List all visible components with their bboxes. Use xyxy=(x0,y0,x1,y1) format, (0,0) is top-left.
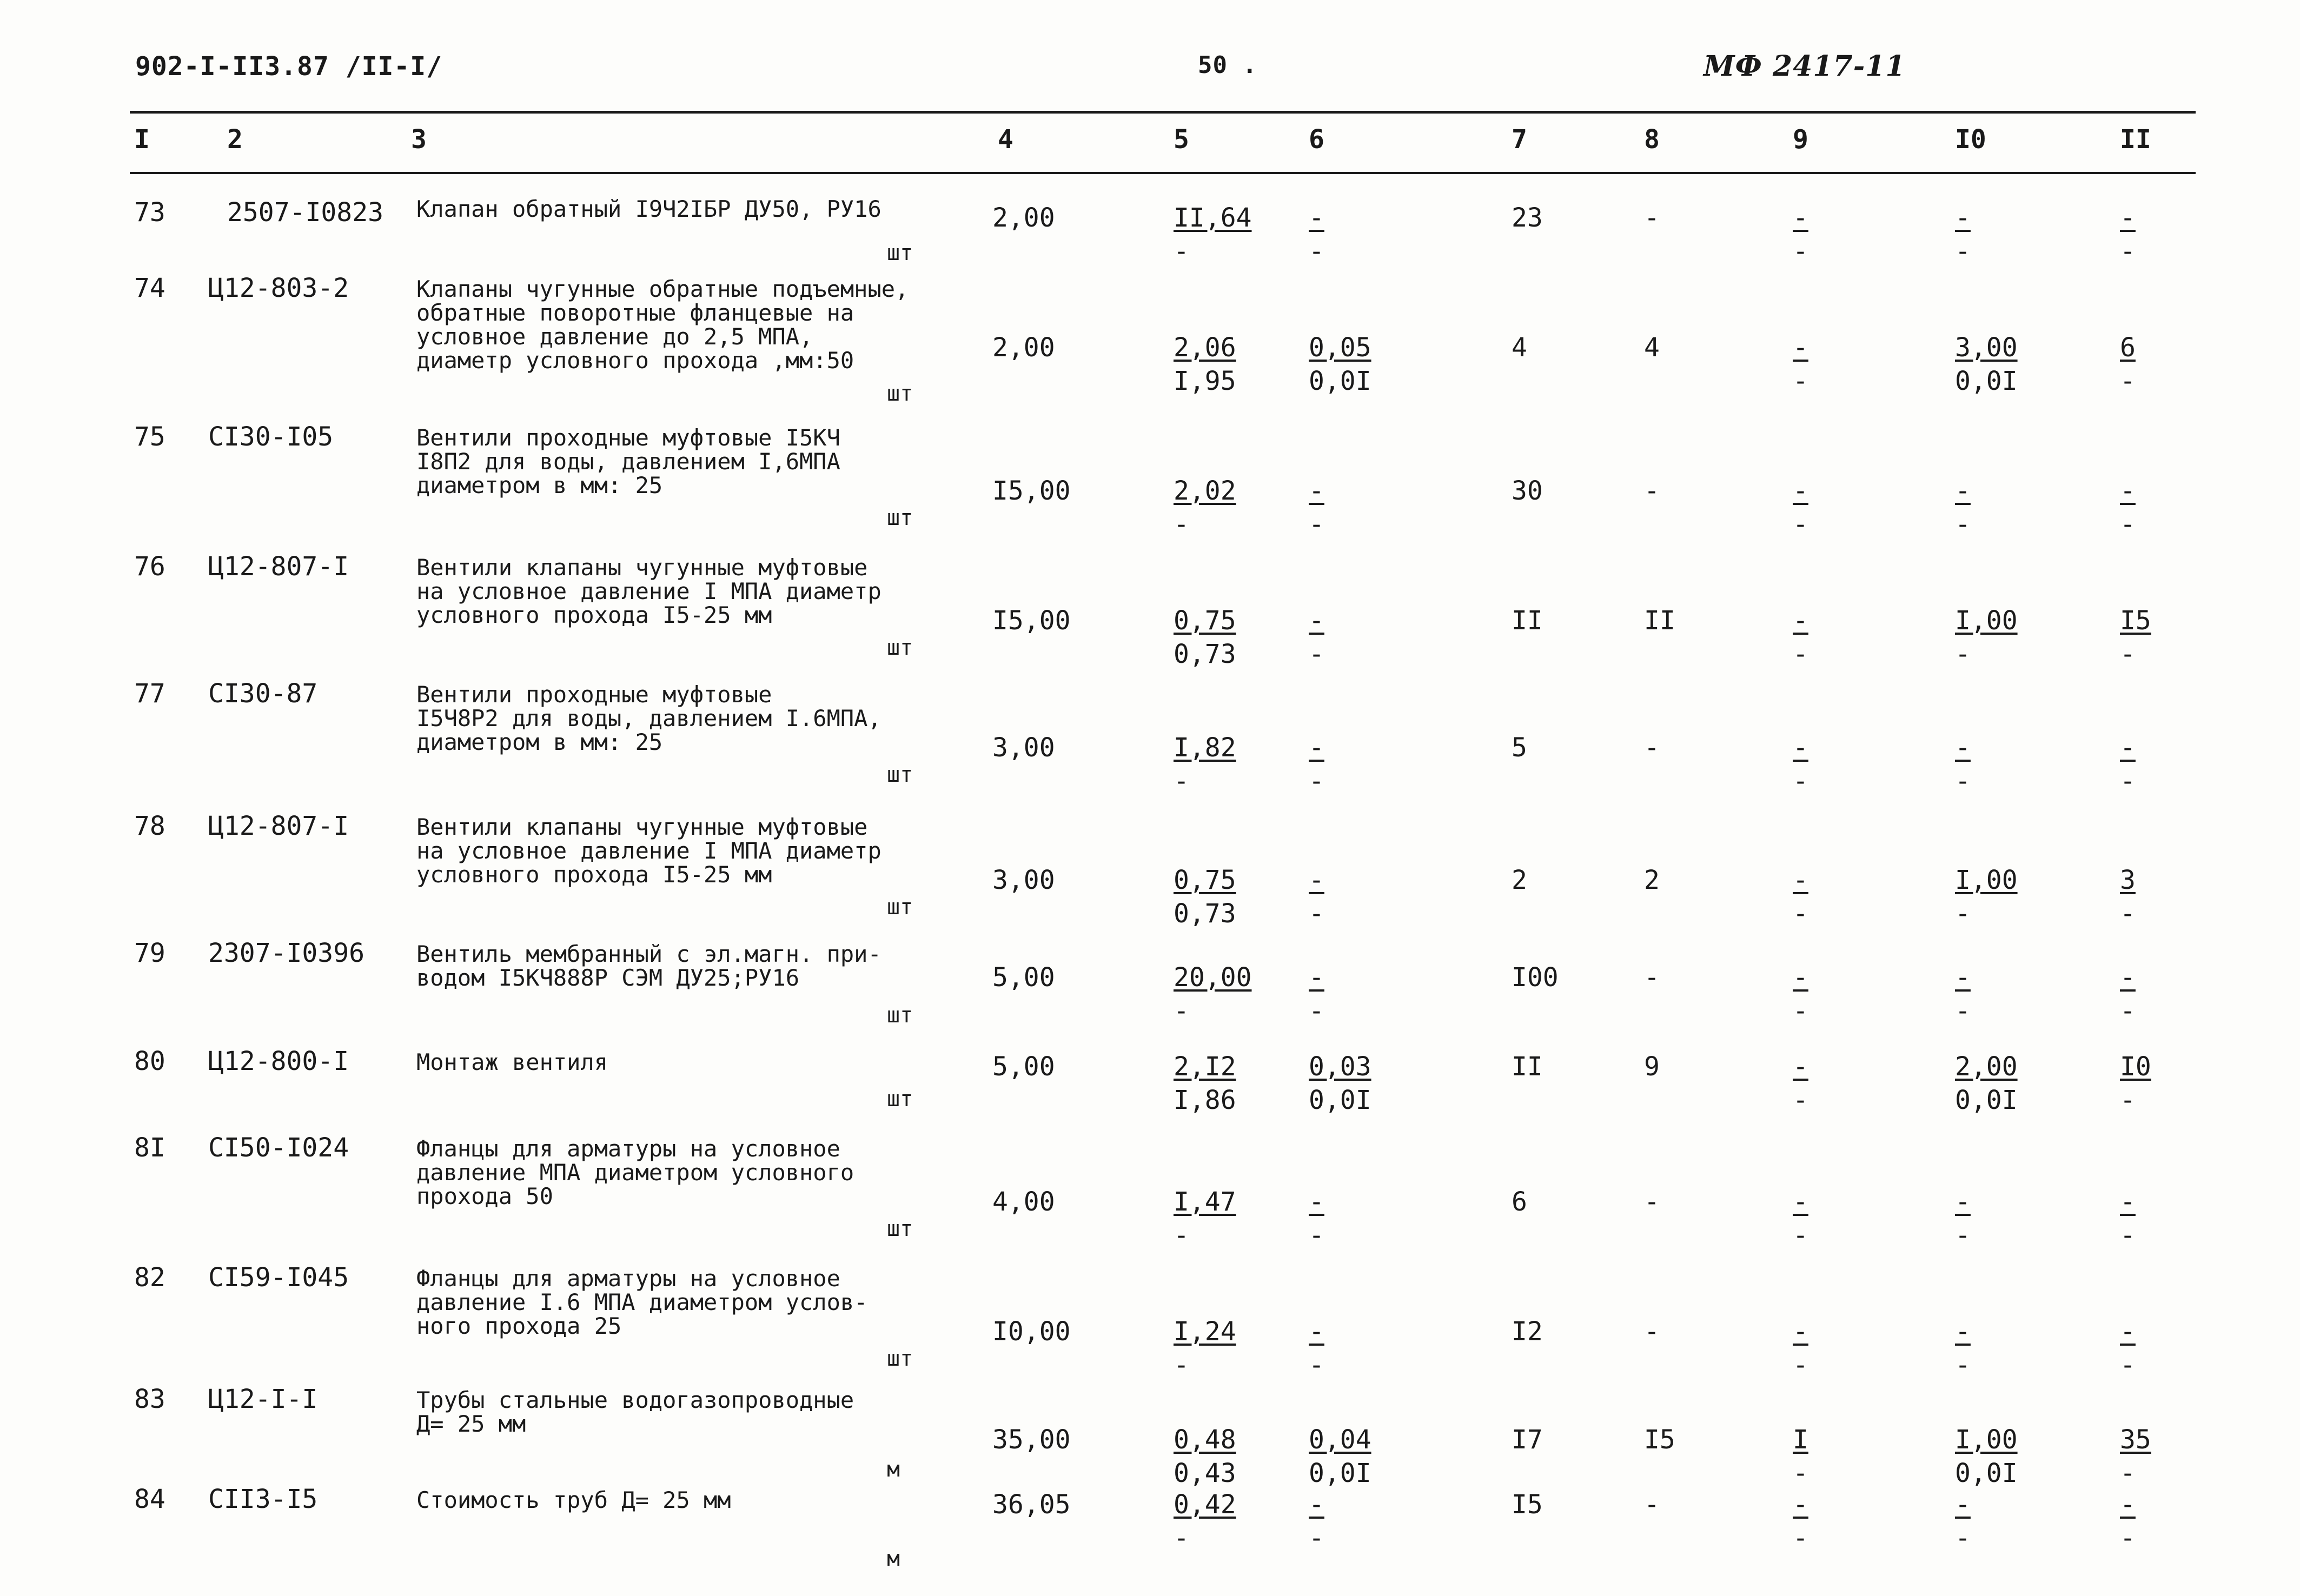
col6-value xyxy=(1309,1425,1371,1488)
col10-value-denominator: - xyxy=(1955,996,1971,1026)
col6-value-numerator: - xyxy=(1309,865,1324,895)
col10-value xyxy=(1955,865,2018,929)
col6-value xyxy=(1309,1316,1324,1380)
col5-value xyxy=(1174,1052,1236,1115)
item-description: Клапаны чугунные обратные подъемные, обратные поворотные фланцевые на условное давление до 2,5 МПА, диаметр условного прохода ,мм:50 xyxy=(416,276,909,374)
row-number: 77 xyxy=(134,679,165,709)
col9-value xyxy=(1793,865,1808,929)
col5-value xyxy=(1174,1489,1236,1553)
col5-value xyxy=(1174,606,1236,669)
col11-value-numerator: - xyxy=(2120,733,2136,763)
col5-value-numerator: 2,I2 xyxy=(1174,1052,1236,1082)
col11-value xyxy=(2120,1425,2151,1488)
unit-of-measure: м xyxy=(887,1546,900,1571)
col9-value xyxy=(1793,1425,1808,1488)
col9-value xyxy=(1793,1052,1808,1115)
col11-value-denominator: - xyxy=(2120,1350,2136,1380)
column-number-11: II xyxy=(2120,124,2151,155)
col10-value-denominator: - xyxy=(1955,639,1971,669)
col9-value-denominator: - xyxy=(1793,509,1808,540)
col11-value xyxy=(2120,962,2136,1026)
col5-value-numerator: 0,75 xyxy=(1174,606,1236,636)
col9-value-numerator: - xyxy=(1793,962,1808,993)
col10-value-denominator: - xyxy=(1955,509,1971,540)
unit-of-measure: шт xyxy=(887,1003,913,1028)
item-description: Монтаж вентиля xyxy=(416,1049,608,1075)
header-top-rule xyxy=(130,111,2196,114)
price-code: CI50-I024 xyxy=(208,1133,349,1163)
col9-value-denominator: - xyxy=(1793,366,1808,396)
col9-value xyxy=(1793,476,1808,540)
unit-of-measure: шт xyxy=(887,1346,913,1371)
col9-value-denominator: - xyxy=(1793,1523,1808,1553)
col9-value-denominator: - xyxy=(1793,766,1808,796)
column-number-1: I xyxy=(134,124,150,155)
unit-of-measure: шт xyxy=(887,506,913,530)
col6-value-denominator: - xyxy=(1309,236,1324,267)
archive-stamp: МФ 2417-11 xyxy=(1704,50,1906,83)
unit-of-measure: шт xyxy=(887,762,913,787)
col8-value: I5 xyxy=(1644,1425,1675,1455)
col9-value-denominator: - xyxy=(1793,1220,1808,1251)
col10-value-denominator: 0,0I xyxy=(1955,366,2018,396)
col10-value-numerator: 3,00 xyxy=(1955,332,2018,363)
row-number: 76 xyxy=(134,551,165,582)
item-description: Клапан обратный I9Ч2IБР ДУ50, РУ16 xyxy=(416,196,881,222)
col9-value-numerator: - xyxy=(1793,332,1808,363)
price-code: Ц12-800-I xyxy=(208,1046,349,1076)
price-code: CI30-87 xyxy=(208,679,318,709)
col10-value-numerator: - xyxy=(1955,203,1971,233)
column-number-8: 8 xyxy=(1644,124,1660,155)
col9-value-denominator: - xyxy=(1793,1458,1808,1488)
row-number: 83 xyxy=(134,1384,165,1414)
col11-value-numerator: - xyxy=(2120,203,2136,233)
item-description: Вентили клапаны чугунные муфтовые на условное давление I МПА диаметр условного прохода I5-25 мм xyxy=(416,814,881,888)
quantity: 35,00 xyxy=(992,1425,1071,1455)
col11-value xyxy=(2120,865,2136,929)
row-number: 82 xyxy=(134,1262,165,1293)
col10-value-denominator: - xyxy=(1955,1523,1971,1553)
col9-value xyxy=(1793,1489,1808,1553)
col5-value xyxy=(1174,962,1252,1026)
col11-value-numerator: I5 xyxy=(2120,606,2151,636)
col11-value-denominator: - xyxy=(2120,1085,2136,1115)
row-number: 73 xyxy=(134,197,165,228)
quantity: 2,00 xyxy=(992,203,1055,233)
col10-value-denominator: 0,0I xyxy=(1955,1458,2018,1488)
col8-value: - xyxy=(1644,1316,1660,1347)
col8-value: 2 xyxy=(1644,865,1660,895)
col7-value: 5 xyxy=(1512,733,1527,763)
item-description: Вентили проходные муфтовые I5КЧ I8П2 для воды, давлением I,6МПА диаметром в мм: 25 xyxy=(416,424,840,498)
col11-value-denominator: - xyxy=(2120,366,2136,396)
col6-value-denominator: - xyxy=(1309,1350,1324,1380)
col5-value xyxy=(1174,332,1236,396)
col11-value-denominator: - xyxy=(2120,236,2136,267)
item-description: Вентили проходные муфтовые I5Ч8Р2 для воды, давлением I.6МПА, диаметром в мм: 25 xyxy=(416,681,881,755)
col6-value-numerator: - xyxy=(1309,606,1324,636)
column-number-3: 3 xyxy=(411,124,427,155)
column-number-4: 4 xyxy=(998,124,1013,155)
col9-value-numerator: - xyxy=(1793,606,1808,636)
row-number: 84 xyxy=(134,1484,165,1514)
col11-value-numerator: - xyxy=(2120,962,2136,993)
col6-value-numerator: - xyxy=(1309,733,1324,763)
col7-value: I2 xyxy=(1512,1316,1543,1347)
col9-value-numerator: - xyxy=(1793,1052,1808,1082)
col5-value-denominator: - xyxy=(1174,766,1189,796)
col11-value-numerator: - xyxy=(2120,476,2136,506)
row-number: 8I xyxy=(134,1133,165,1163)
col5-value-denominator: - xyxy=(1174,509,1189,540)
col10-value xyxy=(1955,203,1971,267)
col5-value xyxy=(1174,1425,1236,1488)
col10-value-denominator: 0,0I xyxy=(1955,1085,2018,1115)
row-number: 80 xyxy=(134,1046,165,1076)
col11-value-numerator: 3 xyxy=(2120,865,2136,895)
col5-value xyxy=(1174,203,1252,267)
column-number-9: 9 xyxy=(1793,124,1808,155)
col6-value-numerator: - xyxy=(1309,203,1324,233)
col5-value xyxy=(1174,1187,1236,1251)
col6-value xyxy=(1309,865,1324,929)
col10-value-denominator: - xyxy=(1955,766,1971,796)
col10-value-numerator: I,00 xyxy=(1955,606,2018,636)
col7-value: II xyxy=(1512,606,1543,636)
col11-value-numerator: - xyxy=(2120,1489,2136,1520)
quantity: 3,00 xyxy=(992,733,1055,763)
col6-value-denominator: - xyxy=(1309,766,1324,796)
col5-value-denominator: - xyxy=(1174,996,1189,1026)
col9-value-denominator: - xyxy=(1793,1085,1808,1115)
row-number: 75 xyxy=(134,422,165,452)
col11-value-denominator: - xyxy=(2120,1220,2136,1251)
col6-value xyxy=(1309,1489,1324,1553)
col8-value: - xyxy=(1644,962,1660,993)
col5-value-numerator: I,82 xyxy=(1174,733,1236,763)
item-description: Стоимость труб Д= 25 мм xyxy=(416,1487,731,1513)
row-number: 79 xyxy=(134,938,165,968)
col8-value: II xyxy=(1644,606,1675,636)
col6-value xyxy=(1309,1052,1371,1115)
col10-value xyxy=(1955,733,1971,796)
col6-value-denominator: 0,0I xyxy=(1309,1458,1371,1488)
col5-value-denominator: 0,73 xyxy=(1174,899,1236,929)
col6-value xyxy=(1309,606,1324,669)
column-number-7: 7 xyxy=(1512,124,1527,155)
col10-value xyxy=(1955,606,2018,669)
col7-value: 23 xyxy=(1512,203,1543,233)
quantity: 5,00 xyxy=(992,1052,1055,1082)
col6-value-numerator: 0,05 xyxy=(1309,332,1371,363)
row-number: 74 xyxy=(134,273,165,303)
col7-value: 2 xyxy=(1512,865,1527,895)
col7-value: I5 xyxy=(1512,1489,1543,1520)
col11-value-denominator: - xyxy=(2120,1523,2136,1553)
col11-value-numerator: 35 xyxy=(2120,1425,2151,1455)
col9-value-denominator: - xyxy=(1793,996,1808,1026)
col6-value-denominator: - xyxy=(1309,1220,1324,1251)
col11-value-denominator: - xyxy=(2120,766,2136,796)
col7-value: II xyxy=(1512,1052,1543,1082)
col9-value xyxy=(1793,606,1808,669)
col11-value-denominator: - xyxy=(2120,1458,2136,1488)
col11-value xyxy=(2120,1316,2136,1380)
col5-value-numerator: I,24 xyxy=(1174,1316,1236,1347)
unit-of-measure: шт xyxy=(887,1087,913,1112)
col6-value-denominator: 0,0I xyxy=(1309,1085,1371,1115)
col10-value-numerator: - xyxy=(1955,962,1971,993)
col5-value-numerator: 2,06 xyxy=(1174,332,1236,363)
col6-value-denominator: - xyxy=(1309,899,1324,929)
quantity: 5,00 xyxy=(992,962,1055,993)
unit-of-measure: шт xyxy=(887,635,913,660)
col6-value-denominator: - xyxy=(1309,996,1324,1026)
col9-value-numerator: - xyxy=(1793,476,1808,506)
column-number-5: 5 xyxy=(1174,124,1189,155)
price-code: CI30-I05 xyxy=(208,422,334,452)
col7-value: I00 xyxy=(1512,962,1559,993)
col5-value-denominator: - xyxy=(1174,1220,1189,1251)
col11-value-denominator: - xyxy=(2120,639,2136,669)
col11-value xyxy=(2120,1489,2136,1553)
col11-value-numerator: - xyxy=(2120,1316,2136,1347)
col10-value-numerator: - xyxy=(1955,476,1971,506)
col9-value-numerator: - xyxy=(1793,733,1808,763)
col10-value-numerator: - xyxy=(1955,1187,1971,1217)
col6-value-denominator: - xyxy=(1309,639,1324,669)
col10-value-numerator: - xyxy=(1955,1316,1971,1347)
col9-value-numerator: - xyxy=(1793,203,1808,233)
col9-value-denominator: - xyxy=(1793,236,1808,267)
col6-value-numerator: 0,03 xyxy=(1309,1052,1371,1082)
col11-value xyxy=(2120,733,2136,796)
col11-value-denominator: - xyxy=(2120,899,2136,929)
col6-value xyxy=(1309,1187,1324,1251)
price-code: CI59-I045 xyxy=(208,1262,349,1293)
col6-value xyxy=(1309,733,1324,796)
col7-value: 30 xyxy=(1512,476,1543,506)
col10-value xyxy=(1955,1052,2018,1115)
col5-value-denominator: - xyxy=(1174,1350,1189,1380)
item-description: Фланцы для арматуры на условное давление I.6 МПА диаметром услов- ного прохода 25 xyxy=(416,1265,868,1339)
item-description: Вентиль мембранный с эл.магн. при- водом I5КЧ888Р СЭМ ДУ25;РУ16 xyxy=(416,941,881,991)
col10-value-numerator: - xyxy=(1955,733,1971,763)
col9-value xyxy=(1793,332,1808,396)
col11-value xyxy=(2120,1187,2136,1251)
col5-value xyxy=(1174,733,1236,796)
col9-value xyxy=(1793,962,1808,1026)
quantity: 2,00 xyxy=(992,332,1055,363)
col6-value xyxy=(1309,332,1371,396)
col10-value xyxy=(1955,1425,2018,1488)
col11-value xyxy=(2120,203,2136,267)
unit-of-measure: м xyxy=(887,1457,900,1482)
col5-value xyxy=(1174,476,1236,540)
col8-value: - xyxy=(1644,733,1660,763)
col7-value: 4 xyxy=(1512,332,1527,363)
col9-value-denominator: - xyxy=(1793,639,1808,669)
col7-value: 6 xyxy=(1512,1187,1527,1217)
col8-value: 4 xyxy=(1644,332,1660,363)
page-number: 50 . xyxy=(1198,51,1257,79)
col8-value: - xyxy=(1644,203,1660,233)
col11-value-denominator: - xyxy=(2120,509,2136,540)
column-number-6: 6 xyxy=(1309,124,1324,155)
col6-value-numerator: 0,04 xyxy=(1309,1425,1371,1455)
col6-value-numerator: - xyxy=(1309,1489,1324,1520)
price-code: CII3-I5 xyxy=(208,1484,318,1514)
col11-value xyxy=(2120,476,2136,540)
document-code: 902-I-II3.87 /II-I/ xyxy=(135,51,443,82)
col9-value xyxy=(1793,733,1808,796)
quantity: 36,05 xyxy=(992,1489,1071,1520)
col8-value: - xyxy=(1644,1489,1660,1520)
unit-of-measure: шт xyxy=(887,1216,913,1241)
col6-value-numerator: - xyxy=(1309,962,1324,993)
col9-value-denominator: - xyxy=(1793,1350,1808,1380)
col6-value-denominator: - xyxy=(1309,1523,1324,1553)
col5-value-denominator: - xyxy=(1174,236,1189,267)
col7-value: I7 xyxy=(1512,1425,1543,1455)
col9-value-numerator: - xyxy=(1793,1316,1808,1347)
quantity: I5,00 xyxy=(992,476,1071,506)
item-description: Фланцы для арматуры на условное давление МПА диаметром условного прохода 50 xyxy=(416,1135,854,1209)
col9-value xyxy=(1793,1316,1808,1380)
col5-value-denominator: 0,73 xyxy=(1174,639,1236,669)
col5-value-denominator: - xyxy=(1174,1523,1189,1553)
col10-value-denominator: - xyxy=(1955,1220,1971,1251)
unit-of-measure: шт xyxy=(887,895,913,920)
col9-value-numerator: I xyxy=(1793,1425,1808,1455)
col10-value-numerator: I,00 xyxy=(1955,1425,2018,1455)
col10-value xyxy=(1955,1316,1971,1380)
col10-value xyxy=(1955,962,1971,1026)
col5-value-numerator: 0,75 xyxy=(1174,865,1236,895)
col6-value-numerator: - xyxy=(1309,1316,1324,1347)
col11-value xyxy=(2120,1052,2151,1115)
col5-value-numerator: 20,00 xyxy=(1174,962,1252,993)
col10-value-denominator: - xyxy=(1955,236,1971,267)
col10-value xyxy=(1955,1489,1971,1553)
col10-value xyxy=(1955,476,1971,540)
col11-value-denominator: - xyxy=(2120,996,2136,1026)
col5-value-numerator: 0,42 xyxy=(1174,1489,1236,1520)
unit-of-measure: шт xyxy=(887,381,913,406)
item-description: Трубы стальные водогазопроводные Д= 25 мм xyxy=(416,1387,854,1437)
col5-value-numerator: I,47 xyxy=(1174,1187,1236,1217)
price-code: 2507-I0823 xyxy=(227,197,383,228)
quantity: 4,00 xyxy=(992,1187,1055,1217)
quantity: 3,00 xyxy=(992,865,1055,895)
col11-value-numerator: I0 xyxy=(2120,1052,2151,1082)
col6-value xyxy=(1309,203,1324,267)
col6-value-denominator: - xyxy=(1309,509,1324,540)
col6-value-numerator: - xyxy=(1309,1187,1324,1217)
col10-value-numerator: - xyxy=(1955,1489,1971,1520)
col9-value xyxy=(1793,1187,1808,1251)
col9-value-numerator: - xyxy=(1793,1489,1808,1520)
col11-value xyxy=(2120,332,2136,396)
col5-value-denominator: 0,43 xyxy=(1174,1458,1236,1488)
quantity: I0,00 xyxy=(992,1316,1071,1347)
col10-value-numerator: I,00 xyxy=(1955,865,2018,895)
col5-value-numerator: 2,02 xyxy=(1174,476,1236,506)
item-description: Вентили клапаны чугунные муфтовые на условное давление I МПА диаметр условного прохода I5-25 мм xyxy=(416,554,881,628)
price-code: Ц12-I-I xyxy=(208,1384,318,1414)
col9-value-numerator: - xyxy=(1793,865,1808,895)
col9-value-denominator: - xyxy=(1793,899,1808,929)
col5-value xyxy=(1174,865,1236,929)
col6-value xyxy=(1309,476,1324,540)
price-code: 2307-I0396 xyxy=(208,938,364,968)
col5-value-numerator: II,64 xyxy=(1174,203,1252,233)
column-number-2: 2 xyxy=(227,124,243,155)
quantity: I5,00 xyxy=(992,606,1071,636)
col10-value xyxy=(1955,1187,1971,1251)
col8-value: 9 xyxy=(1644,1052,1660,1082)
col9-value xyxy=(1793,203,1808,267)
col5-value xyxy=(1174,1316,1236,1380)
col9-value-numerator: - xyxy=(1793,1187,1808,1217)
column-number-10: I0 xyxy=(1955,124,1986,155)
price-code: Ц12-807-I xyxy=(208,811,349,841)
col8-value: - xyxy=(1644,1187,1660,1217)
unit-of-measure: шт xyxy=(887,241,913,265)
col11-value xyxy=(2120,606,2151,669)
col10-value xyxy=(1955,332,2018,396)
price-code: Ц12-807-I xyxy=(208,551,349,582)
col11-value-numerator: 6 xyxy=(2120,332,2136,363)
col5-value-numerator: 0,48 xyxy=(1174,1425,1236,1455)
col5-value-denominator: I,95 xyxy=(1174,366,1236,396)
price-code: Ц12-803-2 xyxy=(208,273,349,303)
col6-value-denominator: 0,0I xyxy=(1309,366,1371,396)
col5-value-denominator: I,86 xyxy=(1174,1085,1236,1115)
col6-value-numerator: - xyxy=(1309,476,1324,506)
row-number: 78 xyxy=(134,811,165,841)
header-bottom-rule xyxy=(130,172,2196,174)
col10-value-denominator: - xyxy=(1955,899,1971,929)
col10-value-denominator: - xyxy=(1955,1350,1971,1380)
col6-value xyxy=(1309,962,1324,1026)
col8-value: - xyxy=(1644,476,1660,506)
col11-value-numerator: - xyxy=(2120,1187,2136,1217)
col10-value-numerator: 2,00 xyxy=(1955,1052,2018,1082)
